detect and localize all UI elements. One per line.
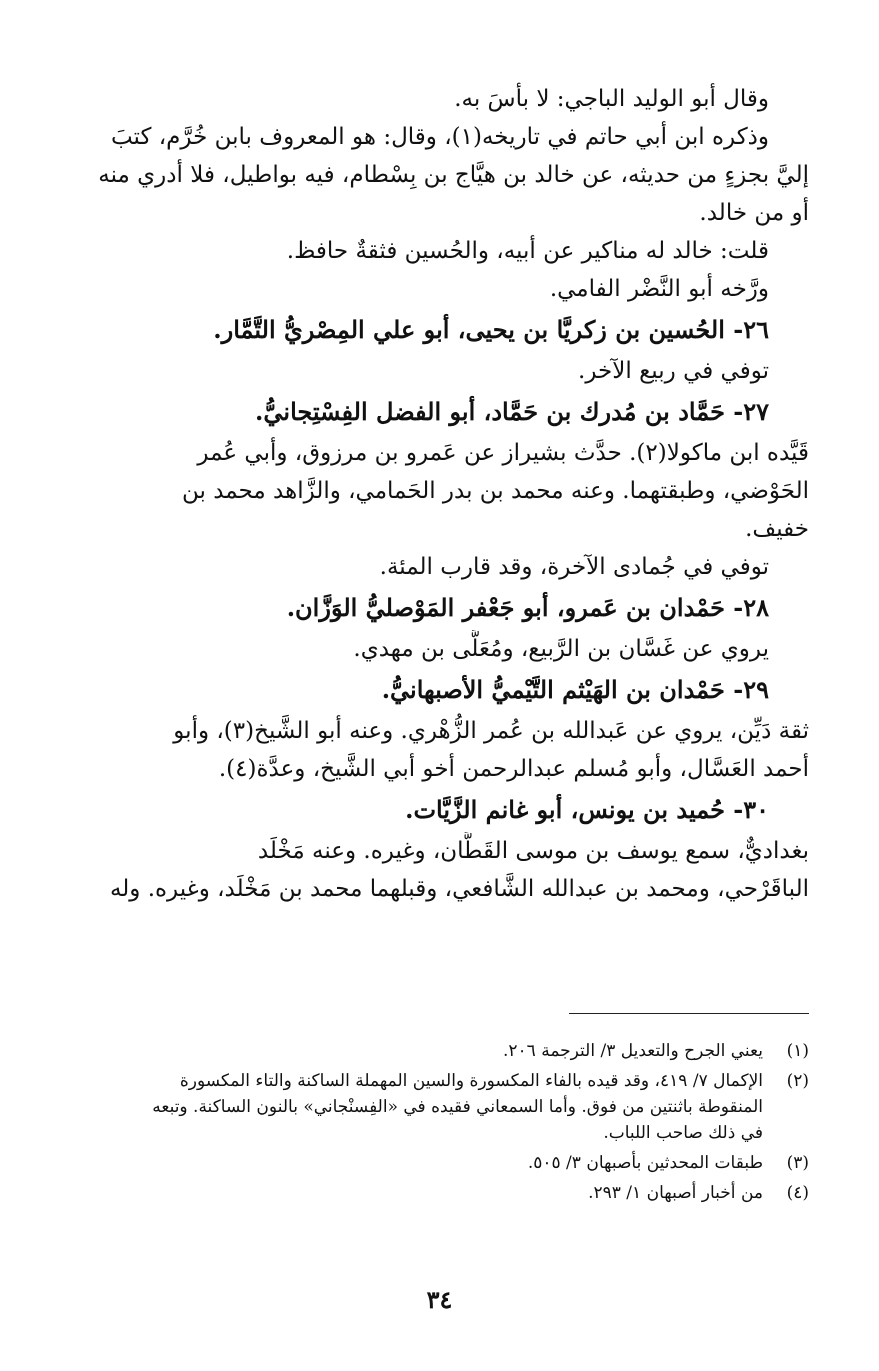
footnote-separator [569, 1013, 809, 1014]
footnote-2 [64, 1068, 809, 1146]
footnote-text: يعني الجرح والتعديل ٣/ الترجمة ٢٠٦. [502, 1041, 763, 1061]
text-line: ورَّخه أبو النَّضْر الفامي. [549, 276, 769, 302]
entry-heading-28: ٢٨- حَمْدان بن عَمرو، أبو جَعْفر المَوْصليُّ الوَزَّان. [286, 593, 769, 622]
footnote-number: (٤) [786, 1183, 809, 1203]
text-line: ثقة دَيِّن، يروي عن عَبدالله بن عُمر الزُّهْري. وعنه أبو الشَّيخ(٣)، وأبو [173, 718, 809, 744]
entry-heading-29: ٢٩- حَمْدان بن الهَيْثم التَّيْميُّ الأصبهانيُّ. [381, 675, 769, 704]
text-line: قَيَّده ابن ماكولا(٢). حدَّث بشيراز عن عَمرو بن مرزوق، وأبي عُمر [197, 440, 809, 466]
footnote-text: الإكمال ٧/ ٤١٩، وقد قيده بالفاء المكسورة والسين المهملة الساكنة والتاء المكسورة [179, 1071, 763, 1091]
footnote-4 [64, 1180, 809, 1206]
footnote-number: (١) [786, 1041, 809, 1061]
text-line: يروي عن غَسَّان بن الرَّبيع، ومُعَلَّى بن مهدي. [353, 636, 769, 662]
text-line: بغداديٌّ، سمع يوسف بن موسى القَطَّان، وغيره. وعنه مَخْلَد [257, 838, 809, 864]
text-line: وذكره ابن أبي حاتم في تاريخه(١)، وقال: هو المعروف بابن خُرَّم، كتبَ [110, 124, 769, 150]
text-line: قلت: خالد له مناكير عن أبيه، والحُسين فثقةٌ حافظ. [286, 238, 769, 264]
footnote-1 [64, 1038, 809, 1064]
footnote-number: (٢) [786, 1071, 809, 1091]
footnote-text: طبقات المحدثين بأصبهان ٣/ ٥٠٥. [527, 1153, 763, 1173]
footnote-text: في ذلك صاحب اللباب. [603, 1123, 763, 1143]
text-line: وقال أبو الوليد الباجي: لا بأسَ به. [454, 86, 769, 112]
footnote-text: من أخبار أصبهان ١/ ٢٩٣. [588, 1183, 763, 1203]
text-line: أو من خالد. [699, 200, 809, 226]
entry-heading-27: ٢٧- حَمَّاد بن مُدرك بن حَمَّاد، أبو الفضل الفِسْتِجانيُّ. [255, 397, 769, 426]
entry-heading-30: ٣٠- حُميد بن يونس، أبو غانم الزَّيَّات. [405, 795, 769, 824]
text-line: الباقَرْحي، ومحمد بن عبدالله الشَّافعي، وقبلهما محمد بن مَخْلَد، وغيره. وله [109, 876, 809, 902]
footnotes [64, 1038, 809, 1210]
entry-heading-26: ٢٦- الحُسين بن زكريَّا بن يحيى، أبو علي المِصْريُّ التَّمَّار. [213, 315, 769, 344]
footnote-number: (٣) [786, 1153, 809, 1173]
footnote-text: المنقوطة باثنتين من فوق. وأما السمعاني فقيده في «الفِسنْجاني» بالنون الساكنة. وتبعه [152, 1097, 763, 1117]
text-line: خفيف. [745, 516, 809, 542]
text-line: توفي في ربيع الآخر. [578, 358, 769, 384]
text-line: توفي في جُمادى الآخرة، وقد قارب المئة. [379, 554, 769, 580]
footnote-3 [64, 1150, 809, 1176]
text-line: أحمد العَسَّال، وأبو مُسلم عبدالرحمن أخو أبي الشَّيخ، وعدَّة(٤). [218, 756, 809, 782]
text-line: إليَّ بجزءٍ من حديثه، عن خالد بن هيَّاج بن بِسْطام، فيه بواطيل، فلا أدري منه [98, 162, 809, 188]
main-text [64, 80, 809, 908]
page-number: ٣٤ [426, 1285, 453, 1314]
text-line: الحَوْضي، وطبقتهما. وعنه محمد بن بدر الحَمامي، والزَّاهد محمد بن [181, 478, 809, 504]
